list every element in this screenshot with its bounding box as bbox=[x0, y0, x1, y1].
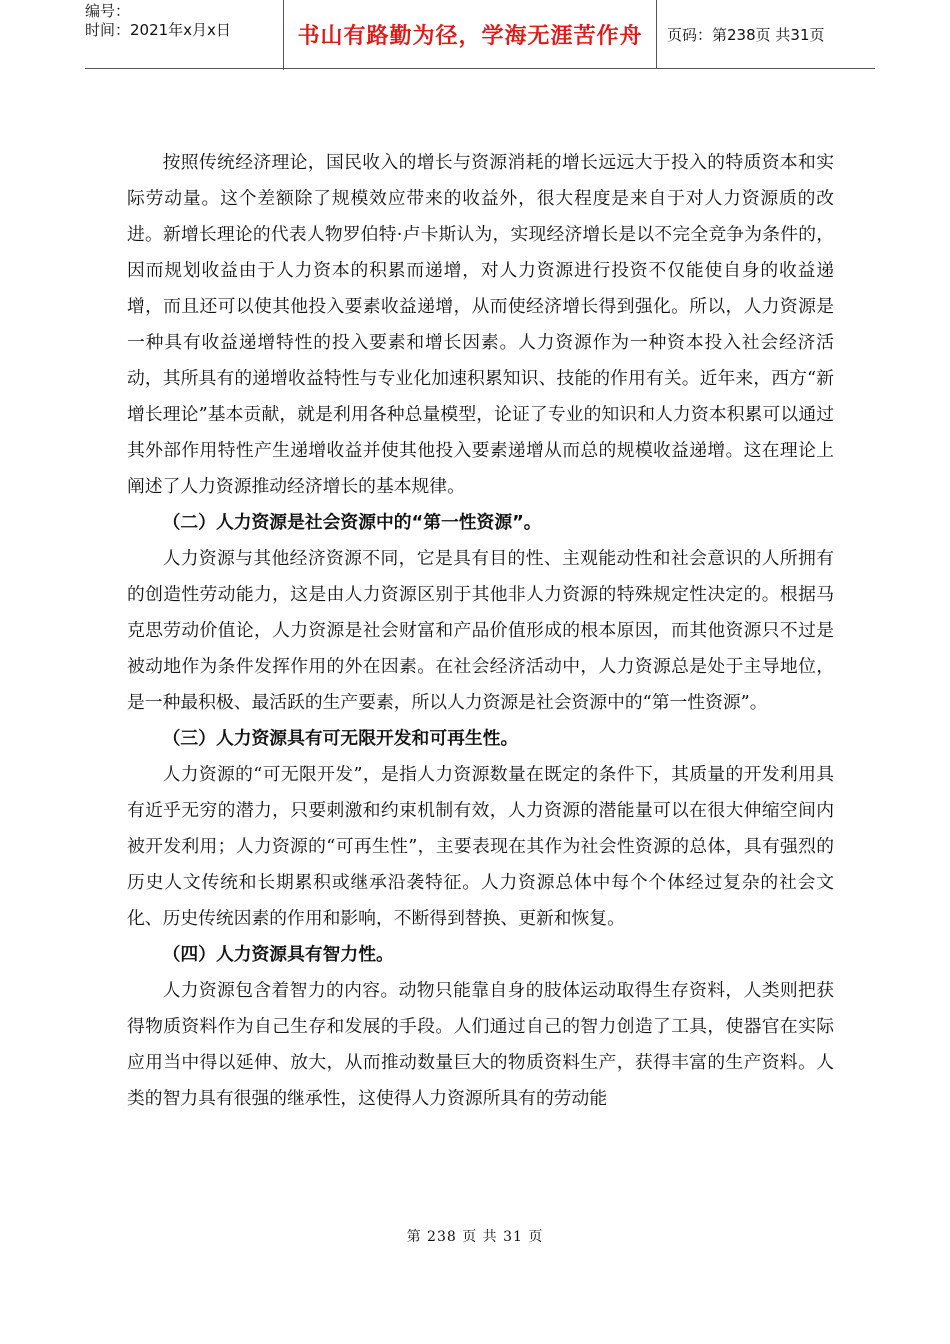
paragraph-economic-growth: 按照传统经济理论，国民收入的增长与资源消耗的增长远远大于投入的特质资本和实际劳动量。这个差额除了规模效应带来的收益外，很大程度是来自于对人力资源质的改进。新增长理论的代表人物罗伯特·卢卡斯认为，实现经济增长是以不完全竞争为条件的，因而规划收益由于人力资本的积累而递增，对人力资源进行投资不仅能使自身的收益递增，而且还可以使其他投入要素收益递增，从而使经济增长得到强化。所以，人力资源是一种具有收益递增特性的投入要素和增长因素。人力资源作为一种资本投入社会经济活动，其所具有的递增收益特性与专业化加速积累知识、技能的作用有关。近年来，西方“新增长理论”基本贡献，就是利用各种总量模型，论证了专业的知识和人力资本积累可以通过其外部作用特性产生递增收益并使其他投入要素递增从而总的规模收益递增。这在理论上阐述了人力资源推动经济增长的基本规律。 bbox=[127, 152, 834, 497]
paragraph-intelligence: 人力资源包含着智力的内容。动物只能靠自身的肢体运动取得生存资料，人类则把获得物质资料作为自己生存和发展的手段。人们通过自己的智力创造了工具，使器官在实际应用当中得以延伸、放大，从而推动数量巨大的物质资料生产，获得丰富的生产资料。人类的智力具有很强的继承性，这使得人力资源所具有的劳动能 bbox=[127, 980, 834, 1109]
paragraph-first-resource: 人力资源与其他经济资源不同，它是具有目的性、主观能动性和社会意识的人所拥有的创造性劳动能力，这是由人力资源区别于其他非人力资源的特殊规定性决定的。根据马克思劳动价值论，人力资源是社会财富和产品价值形成的根本原因，而其他资源只不过是被动地作为条件发挥作用的外在因素。在社会经济活动中，人力资源总是处于主导地位，是一种最积极、最活跃的生产要素，所以人力资源是社会资源中的“第一性资源”。 bbox=[127, 548, 834, 713]
document-body bbox=[127, 145, 834, 1117]
section-heading-3: （三）人力资源具有可无限开发和可再生性。 bbox=[162, 728, 519, 749]
paragraph-renewable: 人力资源的“可无限开发”，是指人力资源数量在既定的条件下，其质量的开发利用具有近乎无穷的潜力，只要刺激和约束机制有效，人力资源的潜能量可以在很大伸缩空间内被开发利用；人力资源的“可再生性”，主要表现在其作为社会性资源的总体，具有强烈的历史人文传统和长期累积或继承沿袭特征。人力资源总体中每个个体经过复杂的社会文化、历史传统因素的作用和影响，不断得到替换、更新和恢复。 bbox=[127, 764, 834, 929]
header-page-info: 页码：第238页 共31页 bbox=[667, 25, 825, 44]
page-header bbox=[85, 0, 875, 69]
header-meta bbox=[85, 0, 284, 70]
page-footer: 第 238 页 共 31 页 bbox=[406, 1229, 544, 1245]
section-heading-2: （二）人力资源是社会资源中的“第一性资源”。 bbox=[162, 512, 542, 533]
document-date: 时间：2021年x月x日 bbox=[85, 21, 231, 39]
document-number-label: 编号： bbox=[85, 2, 131, 20]
header-motto: 书山有路勤为径，学海无涯苦作舟 bbox=[284, 0, 657, 68]
section-heading-4: （四）人力资源具有智力性。 bbox=[162, 944, 394, 965]
